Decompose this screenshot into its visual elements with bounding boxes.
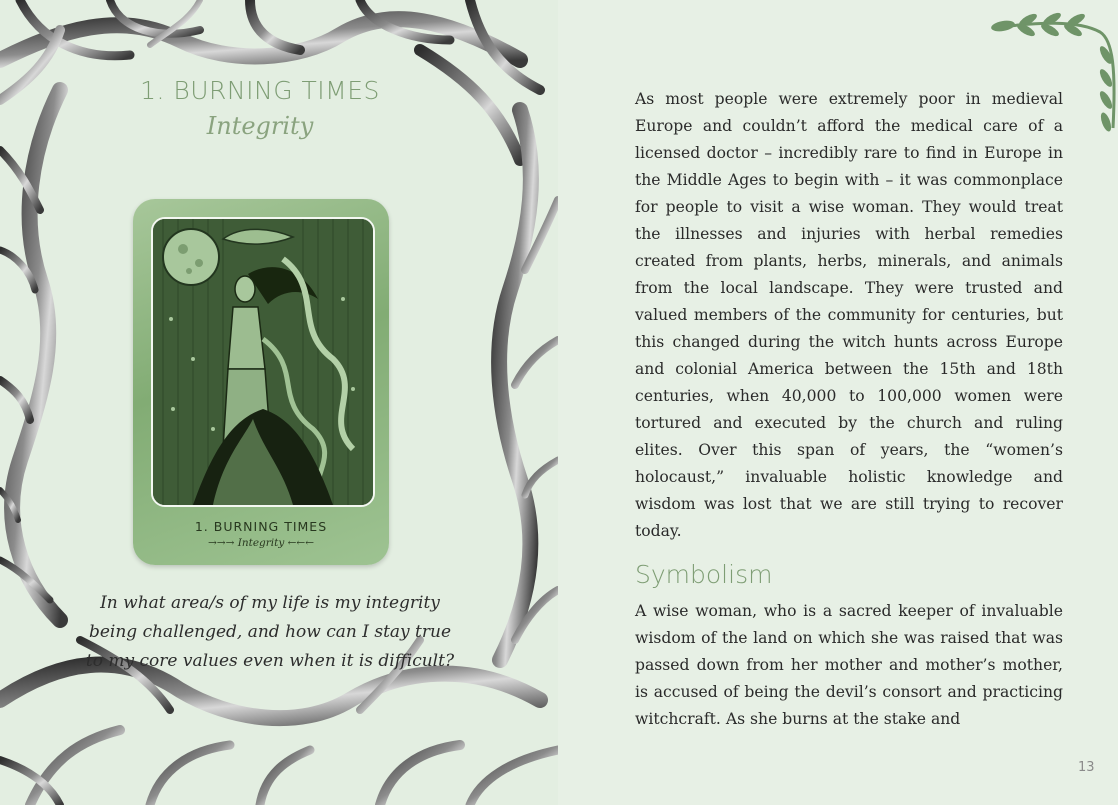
burning-woman-illustration [153,219,373,505]
moon-icon [163,229,219,285]
card-virtue-label: →→→ Integrity ←←← [207,537,315,549]
left-page [0,0,558,805]
section-heading-symbolism: Symbolism [635,560,773,589]
oracle-card [133,199,389,565]
card-virtue-heading: Integrity [206,112,314,140]
reflection-question: In what area/s of my life is my integrity being challenged, and how can I stay true to my core values even when it is difficult? [85,593,455,671]
page-number: 13 [1078,760,1095,775]
body-paragraph-2: A wise woman, who is a sacred keeper of invaluable wisdom of the land on which she was raised that was passed down from her mother and mother’s mother, is accused of being the devil’s consort and practicing witchcraft. As she burns at the stake and [635,602,1063,728]
card-name-label: 1. BURNING TIMES [194,519,328,534]
body-paragraph-1: As most people were extremely poor in medieval Europe and couldn’t afford the medical care of a licensed doctor – incredibly rare to find in Europe in the Middle Ages to begin with – it was commonplace for people to visit a wise woman. They would treat the illnesses and injuries with herbal remedies created from plants, herbs, minerals, and animals from the local landscape. They were trusted and valued members of the community for centuries, but this changed during the witch hunts across Europe and colonial America between the 15th and 18th centuries, when 40,000 to 100,000 women were tortured and executed by the church and ruling elites. Over this span of years, the “women’s holocaust,” invaluable holistic knowledge and wisdom was lost that we are still trying to recover today. [635,90,1063,540]
card-artwork [151,217,375,507]
right-page [558,0,1118,805]
card-title: 1. BURNING TIMES [140,76,380,105]
